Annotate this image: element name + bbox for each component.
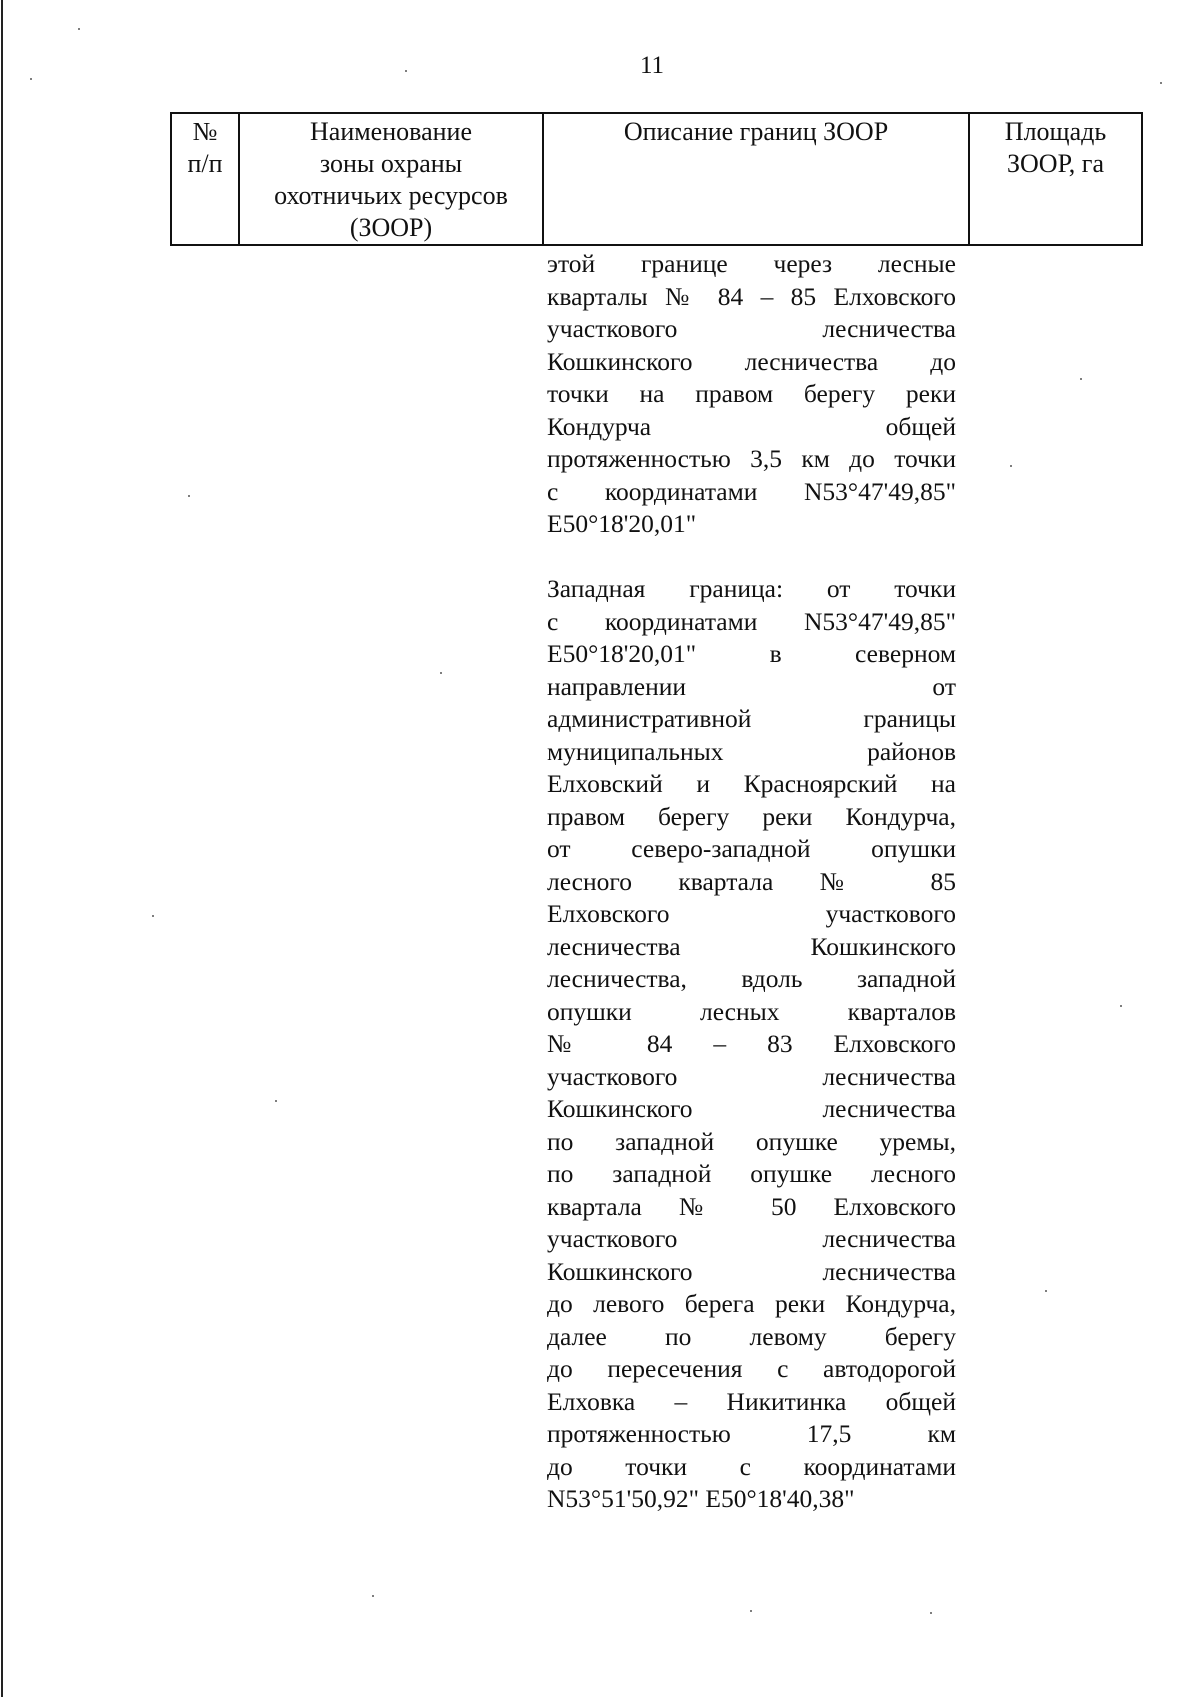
- text-line: административной границы: [547, 704, 956, 733]
- text-line: лесничества, вдоль западной: [547, 964, 956, 993]
- header-area-line-1: Площадь: [1004, 117, 1107, 146]
- text-line: по западной опушке уремы,: [547, 1126, 956, 1156]
- text-line: направлении от: [547, 671, 956, 701]
- header-cell-area: [969, 113, 1142, 245]
- text-line: участкового лесничества: [547, 1061, 956, 1091]
- text-line: протяженностью 17,5 км: [547, 1419, 956, 1448]
- text-line: Кондурча общей: [547, 411, 956, 441]
- text-line: муниципальных районов: [547, 736, 956, 766]
- scan-speck: [188, 495, 190, 497]
- header-number-line-1: №: [192, 117, 218, 146]
- header-name-line-1: Наименование: [310, 117, 472, 146]
- text-line: до пересечения с автодорогой: [547, 1354, 956, 1383]
- text-line: протяженностью 3,5 км до точки: [547, 444, 956, 473]
- text-line: далее по левому берегу: [547, 1321, 956, 1351]
- text-line: от северо-западной опушки: [547, 834, 956, 863]
- scan-speck: [30, 78, 32, 80]
- scan-speck: [372, 1595, 374, 1597]
- text-line: этой границе через лесные: [547, 249, 956, 278]
- text-line: лесного квартала № 85: [547, 866, 956, 896]
- header-name-line-3: охотничьих ресурсов: [274, 181, 508, 210]
- text-line: Кошкинского лесничества: [547, 1094, 956, 1123]
- text-line: лесничества Кошкинского: [547, 931, 956, 961]
- header-name-line-2: зоны охраны: [319, 149, 463, 178]
- text-line: с координатами N53°47'49,85": [547, 606, 956, 636]
- text-line: до точки с координатами: [547, 1451, 956, 1481]
- scan-speck: [405, 70, 407, 72]
- page-number: 11: [639, 52, 665, 79]
- header-area-line-2: ЗООР, га: [1007, 149, 1104, 178]
- text-line: точки на правом берегу реки: [547, 379, 956, 408]
- scan-speck: [750, 1610, 752, 1612]
- paragraph-spacer: [547, 541, 956, 574]
- scan-speck: [78, 28, 80, 30]
- text-line: E50°18'20,01": [547, 509, 697, 538]
- header-name-line-4: (ЗООР): [349, 213, 433, 242]
- scan-speck: [275, 1100, 277, 1102]
- scan-speck: [930, 1612, 932, 1614]
- paragraph-west-boundary: [547, 573, 956, 1516]
- zoor-table-header: [170, 112, 1143, 246]
- text-line: Елховский и Красноярский на: [547, 769, 956, 798]
- text-line: до левого берега реки Кондурча,: [547, 1289, 956, 1318]
- text-line: квартала № 50 Елховского: [547, 1191, 956, 1221]
- text-line: правом берегу реки Кондурча,: [547, 801, 956, 831]
- text-line: Елховка – Никитинка общей: [547, 1386, 956, 1416]
- text-line: Кошкинского лесничества: [547, 1256, 956, 1286]
- scan-speck: [1045, 1290, 1047, 1292]
- boundary-description: [547, 248, 956, 1516]
- header-cell-description: [543, 113, 969, 245]
- header-description-label: Описание границ ЗООР: [623, 117, 889, 146]
- text-line: участкового лесничества: [547, 1224, 956, 1253]
- scan-speck: [1010, 465, 1012, 467]
- scan-speck: [1080, 378, 1082, 380]
- text-line: опушки лесных кварталов: [547, 996, 956, 1026]
- page-left-edge: [1, 0, 3, 1697]
- header-cell-name: [239, 113, 543, 245]
- text-line: с координатами N53°47'49,85": [547, 476, 956, 506]
- scan-speck: [440, 672, 442, 674]
- text-line: Западная граница: от точки: [547, 574, 956, 603]
- text-line: Кошкинского лесничества до: [547, 346, 956, 376]
- text-line: N53°51'50,92" E50°18'40,38": [547, 1484, 855, 1513]
- text-line: кварталы № 84 – 85 Елховского: [547, 281, 956, 311]
- text-line: по западной опушке лесного: [547, 1159, 956, 1188]
- header-cell-number: [171, 113, 239, 245]
- text-line: участкового лесничества: [547, 314, 956, 343]
- header-number-line-2: п/п: [187, 149, 223, 178]
- scan-speck: [1120, 1005, 1122, 1007]
- text-line: № 84 – 83 Елховского: [547, 1029, 956, 1058]
- text-line: E50°18'20,01" в северном: [547, 639, 956, 668]
- scan-speck: [152, 915, 154, 917]
- header-row: [171, 113, 1142, 245]
- scan-speck: [1160, 82, 1162, 84]
- text-line: Елховского участкового: [547, 899, 956, 928]
- paragraph-east-boundary-continuation: [547, 248, 956, 541]
